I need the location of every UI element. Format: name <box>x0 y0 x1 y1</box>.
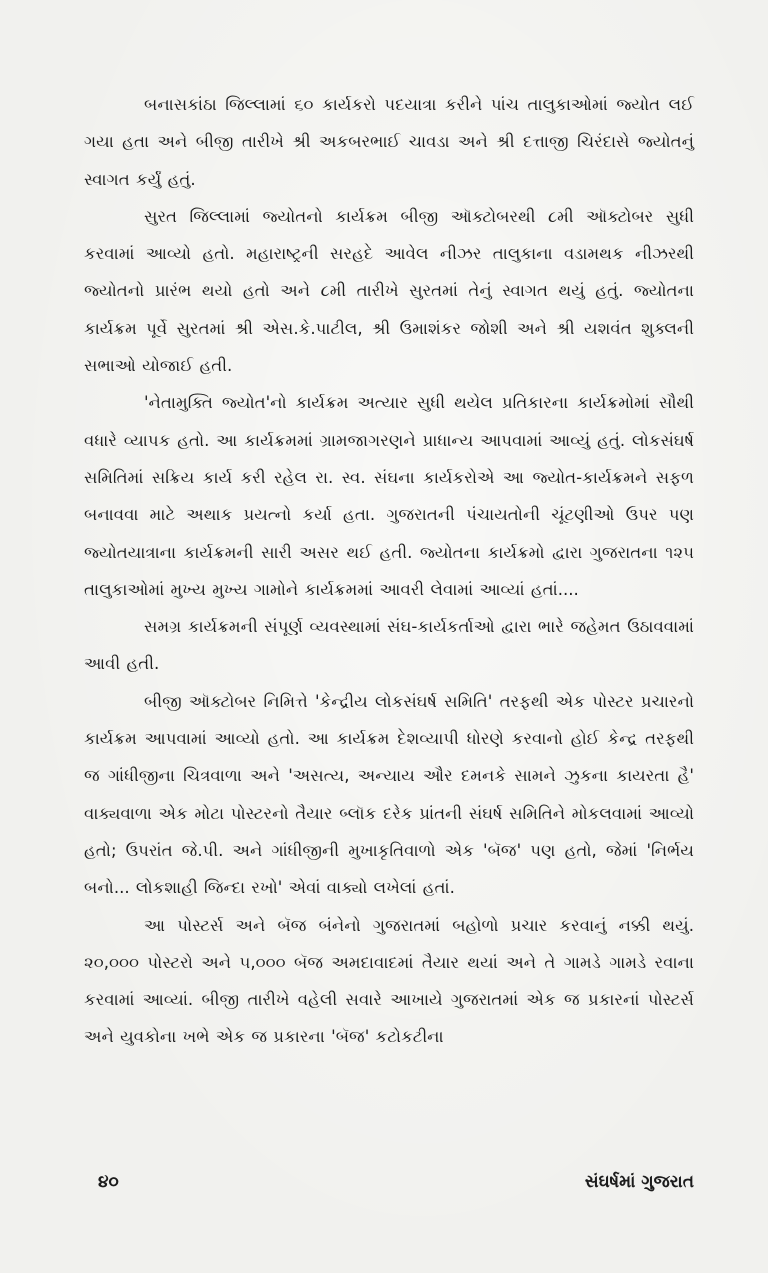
page-footer <box>84 1172 694 1204</box>
page-body-text <box>84 86 694 1056</box>
running-title: સંઘર્ષમાં ગુજરાત <box>584 1172 694 1192</box>
paragraph-poster-campaign: બીજી ઑક્ટોબર નિમિત્તે 'કેન્દ્રીય લોકસંઘર્ષ સમિતિ' તરફથી એક પોસ્ટર પ્રચારનો કાર્યક્રમ આપવામાં આવ્યો હતો. આ કાર્યક્રમ દેશવ્યાપી ધોરણે કરવાનો હોઈ કેન્દ્ર તરફથી જ ગાંધીજીના ચિત્રવાળા અને 'અસત્ય, અન્યાય ઔર દમનકે સામને ઝુકના કાયરતા હૈ' વાક્યવાળા એક મોટા પોસ્ટરનો તૈયાર બ્લૉક દરેક પ્રાંતની સંઘર્ષ સમિતિને મોકલવામાં આવ્યો હતો; ઉપરાંત જે.પી. અને ગાંધીજીની મુખાકૃતિવાળો એક 'બૅજ' પણ હતો, જેમાં 'નિર્ભય બનો... લોકશાહી જિન્દા રખો' એવાં વાક્યો લખેલાં હતાં. <box>84 691 694 898</box>
paragraph-surat: સુરત જિલ્લામાં જ્યોતનો કાર્યક્રમ બીજી ઑક્ટોબરથી ૮મી ઑક્ટોબર સુધી કરવામાં આવ્યો હતો. મહારાષ્ટ્રની સરહદે આવેલ નીઝર તાલુકાના વડામથક નીઝરથી જ્યોતનો પ્રારંભ થયો હતો અને ૮મી તારીખે સુરતમાં તેનું સ્વાગત થયું હતું. જ્યોતના કાર્યક્રમ પૂર્વે સુરતમાં શ્રી એસ.કે.પાટીલ, શ્રી ઉમાશંકર જોશી અને શ્રી યશવંત શુક્લની સભાઓ યોજાઈ હતી. <box>84 206 694 376</box>
paragraph-banaskantha: બનાસકાંઠા જિલ્લામાં ૬૦ કાર્યકરો પદયાત્રા કરીને પાંચ તાલુકાઓમાં જ્યોત લઈ ગયા હતા અને બીજી તારીખે શ્રી અકબરભાઈ ચાવડા અને શ્રી દત્તાજી ચિરંદાસે જ્યોતનું સ્વાગત કર્યું હતું. <box>84 95 694 189</box>
paragraph-sangh-effort: સમગ્ર કાર્યક્રમની સંપૂર્ણ વ્યવસ્થામાં સંઘ-કાર્યકર્તાઓ દ્વારા ભારે જહેમત ઉઠાવવામાં આવી હતી. <box>84 617 694 674</box>
page-number: ૪૦ <box>98 1172 119 1192</box>
paragraph-netamukti-jyot: 'નેતામુક્તિ જ્યોત'નો કાર્યક્રમ અત્યાર સુધી થયેલ પ્રતિકારના કાર્યક્રમોમાં સૌથી વધારે વ્યાપક હતો. આ કાર્યક્રમમાં ગ્રામજાગરણને પ્રાધાન્ય આપવામાં આવ્યું હતું. લોકસંઘર્ષ સમિતિમાં સક્રિય કાર્ય કરી રહેલ રા. સ્વ. સંઘના કાર્યકરોએ આ જ્યોત-કાર્યક્રમને સફળ બનાવવા માટે અથાક પ્રયત્નો કર્યા હતા. ગુજરાતની પંચાયતોની ચૂંટણીઓ ઉપર પણ જ્યોતયાત્રાના કાર્યક્રમની સારી અસર થઈ હતી. જ્યોતના કાર્યક્રમો દ્વારા ગુજરાતના ૧૨૫ તાલુકાઓમાં મુખ્ય મુખ્ય ગામોને કાર્યક્રમમાં આવરી લેવામાં આવ્યાં હતાં.... <box>84 393 694 599</box>
paragraph-poster-distribution: આ પોસ્ટર્સ અને બૅજ બંનેનો ગુજરાતમાં બહોળો પ્રચાર કરવાનું નક્કી થયું. ૨૦,૦૦૦ પોસ્ટરો અને ૫,૦૦૦ બૅજ અમદાવાદમાં તૈયાર થયાં અને તે ગામડે ગામડે રવાના કરવામાં આવ્યાં. બીજી તારીખે વહેલી સવારે આખાયે ગુજરાતમાં એક જ પ્રકારનાં પોસ્ટર્સ અને યુવકોના ખભે એક જ પ્રકારના 'બૅજ' કટોકટીના <box>84 915 694 1047</box>
